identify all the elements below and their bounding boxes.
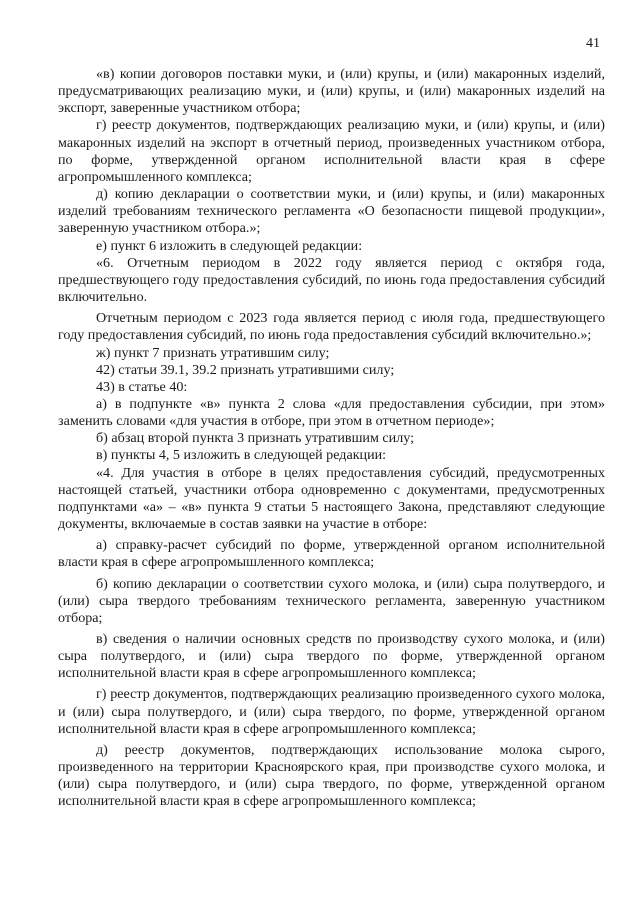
- paragraph: г) реестр документов, подтверждающих реализацию муки, и (или) крупы, и (или) макаронных изделий на экспорт в отчетный период, произведенных участником отбора, по форме, утвержденной органом исполнительной власти края в сфере агропромышленного комплекса;: [58, 117, 605, 185]
- paragraph: д) реестр документов, подтверждающих использование молока сырого, произведенного на территории Красноярского края, при производстве сухого молока, и (или) сыра полутвердого, и (или) сыра твердого, по форме, утвержденной органом исполнительной власти края в сфере агропромышленного комплекса;: [58, 741, 605, 810]
- paragraph: в) пункты 4, 5 изложить в следующей редакции:: [96, 447, 387, 464]
- paragraph: а) справку-расчет субсидий по форме, утвержденной органом исполнительной власти края в сфере агропромышленного комплекса;: [58, 537, 605, 571]
- paragraph: в) сведения о наличии основных средств по производству сухого молока, и (или) сыра полутвердого, и (или) сыра твердого по форме, утвержденной органом исполнительной власти края в сфере агропромышленного комплекса;: [58, 631, 605, 682]
- paragraph: а) в подпункте «в» пункта 2 слова «для предоставления субсидии, при этом» заменить словами «для участия в отборе, при этом в отчетном периоде»;: [58, 395, 605, 430]
- paragraph: ж) пункт 7 признать утратившим силу;: [96, 344, 330, 361]
- paragraph: Отчетным периодом с 2023 года является период с июля года, предшествующего году предоставления субсидий, по июнь года предоставления субсидий включительно.»;: [58, 310, 605, 344]
- paragraph: г) реестр документов, подтверждающих реализацию произведенного сухого молока, и (или) сыра полутвердого, и (или) сыра твердого, по форме, утвержденной органом исполнительной власти края в сфере агропромышленного комплекса;: [58, 686, 605, 737]
- paragraph: б) абзац второй пункта 3 признать утратившим силу;: [96, 430, 415, 447]
- paragraph: б) копию декларации о соответствии сухого молока, и (или) сыра полутвердого, и (или) сыра твердого требованиям технического регламента, заверенную участником отбора;: [58, 575, 605, 626]
- paragraph: «6. Отчетным периодом в 2022 году является период с октября года, предшествующего году предоставления субсидий, по июнь года предоставления субсидий включительно.: [58, 254, 605, 306]
- paragraph: 43) в статье 40:: [96, 378, 188, 395]
- paragraph: д) копию декларации о соответствии муки, и (или) крупы, и (или) макаронных изделий требованиям технического регламента «О безопасности пищевой продукции», заверенную участником отбора.»;: [58, 186, 605, 237]
- document-body: [58, 66, 605, 811]
- paragraph: «4. Для участия в отборе в целях предоставления субсидий, предусмотренных настоящей статьей, участники отбора одновременно с документами, предусмотренных подпунктами «а» – «в» пункта 9 статьи 5 настоящего Закона, представляют следующие документы, включаемые в состав заявки на участие в отборе:: [58, 464, 605, 533]
- paragraph: «в) копии договоров поставки муки, и (или) крупы, и (или) макаронных изделий, предусматривающих реализацию муки, и (или) крупы, и (или) макаронных изделий на экспорт, заверенные участником отбора;: [58, 66, 605, 117]
- paragraph: е) пункт 6 изложить в следующей редакции:: [96, 237, 363, 254]
- paragraph: 42) статьи 39.1, 39.2 признать утратившими силу;: [96, 361, 395, 378]
- page-number: 41: [586, 36, 600, 51]
